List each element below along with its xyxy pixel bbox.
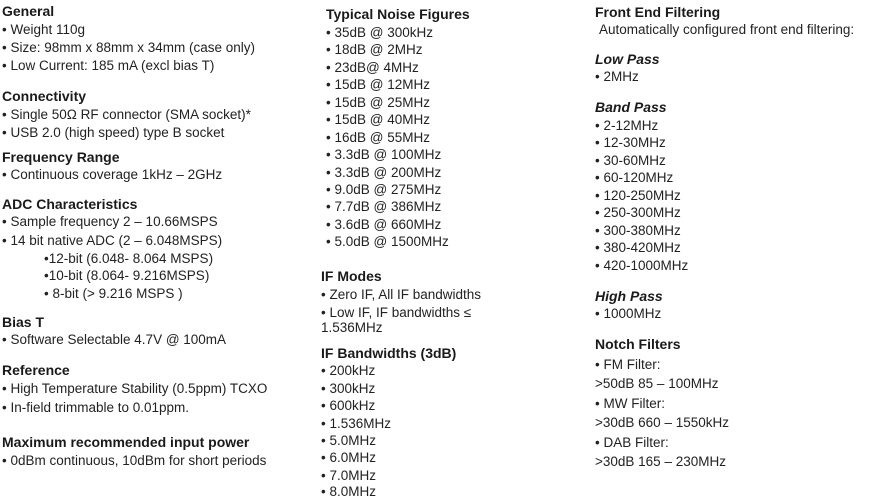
noise-item: • 15dB @ 12MHz xyxy=(326,77,430,92)
spec-subitem: • 8-bit (> 9.216 MSPS ) xyxy=(44,286,183,301)
filter-item: • 250-300MHz xyxy=(595,205,681,220)
noise-item: • 18dB @ 2MHz xyxy=(326,42,423,57)
heading-adc: ADC Characteristics xyxy=(2,196,138,212)
spec-item: • High Temperature Stability (0.5ppm) TCXO xyxy=(2,381,268,396)
if-mode-item: • Zero IF, All IF bandwidths xyxy=(321,287,482,302)
bandwidth-item: • 300kHz xyxy=(321,381,376,396)
spec-subitem: •10-bit (8.064- 9.216MSPS) xyxy=(44,268,210,283)
notch-item: • DAB Filter: xyxy=(595,435,669,450)
filter-item: • 2-12MHz xyxy=(595,118,659,133)
filter-item: • 60-120MHz xyxy=(595,170,674,185)
spec-item: • Software Selectable 4.7V @ 100mA xyxy=(2,332,227,347)
noise-item: • 35dB @ 300kHz xyxy=(326,25,433,40)
spec-item: • Continuous coverage 1kHz – 2GHz xyxy=(2,167,223,182)
heading-band-pass: Band Pass xyxy=(595,99,667,115)
noise-item: • 23dB@ 4MHz xyxy=(326,60,419,75)
bandwidth-item: • 1.536MHz xyxy=(321,416,392,431)
bandwidth-item: • 600kHz xyxy=(321,398,376,413)
spec-item: • Low Current: 185 mA (excl bias T) xyxy=(2,58,215,73)
notch-item: >30dB 660 – 1550kHz xyxy=(595,415,729,430)
heading-low-pass: Low Pass xyxy=(595,51,660,67)
spec-item: • Single 50Ω RF connector (SMA socket)* xyxy=(2,107,251,122)
heading-connectivity: Connectivity xyxy=(2,88,87,104)
noise-item: • 5.0dB @ 1500MHz xyxy=(326,234,449,249)
heading-frequency-range: Frequency Range xyxy=(2,149,120,165)
heading-reference: Reference xyxy=(2,362,70,378)
noise-item: • 7.7dB @ 386MHz xyxy=(326,199,442,214)
heading-general: General xyxy=(2,3,55,19)
noise-item: • 3.3dB @ 200MHz xyxy=(326,165,442,180)
noise-item: • 3.3dB @ 100MHz xyxy=(326,147,442,162)
heading-high-pass: High Pass xyxy=(595,288,663,304)
heading-if-modes: IF Modes xyxy=(321,268,382,284)
heading-notch-filters: Notch Filters xyxy=(595,336,681,352)
filter-item: • 12-30MHz xyxy=(595,135,666,150)
if-mode-item: • Low IF, IF bandwidths ≤ xyxy=(321,305,472,320)
noise-item: • 15dB @ 25MHz xyxy=(326,95,430,110)
if-mode-item: 1.536MHz xyxy=(321,320,383,335)
heading-max-input: Maximum recommended input power xyxy=(2,434,250,450)
notch-item: >50dB 85 – 100MHz xyxy=(595,376,719,391)
front-end-subtitle: Automatically configured front end filtering: xyxy=(599,22,855,37)
spec-item: • Weight 110g xyxy=(2,22,86,37)
bandwidth-item: • 8.0MHz xyxy=(321,484,376,499)
spec-item: • In-field trimmable to 0.01ppm. xyxy=(2,400,190,415)
noise-item: • 15dB @ 40MHz xyxy=(326,112,430,127)
filter-item: • 420-1000MHz xyxy=(595,258,689,273)
spec-subitem: •12-bit (6.048- 8.064 MSPS) xyxy=(44,251,214,266)
heading-if-bandwidths: IF Bandwidths (3dB) xyxy=(321,345,457,361)
spec-item: • USB 2.0 (high speed) type B socket xyxy=(2,125,225,140)
filter-item: • 30-60MHz xyxy=(595,153,666,168)
spec-item: • Sample frequency 2 – 10.66MSPS xyxy=(2,214,218,229)
filter-item: • 2MHz xyxy=(595,69,639,84)
filter-item: • 300-380MHz xyxy=(595,223,681,238)
bandwidth-item: • 7.0MHz xyxy=(321,468,376,483)
filter-item: • 1000MHz xyxy=(595,306,662,321)
filter-item: • 380-420MHz xyxy=(595,240,681,255)
spec-item: • Size: 98mm x 88mm x 34mm (case only) xyxy=(2,40,256,55)
heading-front-end-filtering: Front End Filtering xyxy=(595,4,721,20)
heading-bias-t: Bias T xyxy=(2,314,45,330)
heading-noise-figures: Typical Noise Figures xyxy=(326,6,470,22)
bandwidth-item: • 6.0MHz xyxy=(321,450,376,465)
spec-item: • 0dBm continuous, 10dBm for short periods xyxy=(2,453,267,468)
bandwidth-item: • 200kHz xyxy=(321,363,376,378)
notch-item: >30dB 165 – 230MHz xyxy=(595,454,726,469)
noise-item: • 9.0dB @ 275MHz xyxy=(326,182,442,197)
notch-item: • FM Filter: xyxy=(595,357,661,372)
noise-item: • 3.6dB @ 660MHz xyxy=(326,217,442,232)
noise-item: • 16dB @ 55MHz xyxy=(326,130,430,145)
spec-item: • 14 bit native ADC (2 – 6.048MSPS) xyxy=(2,233,223,248)
bandwidth-item: • 5.0MHz xyxy=(321,433,376,448)
filter-item: • 120-250MHz xyxy=(595,188,681,203)
notch-item: • MW Filter: xyxy=(595,396,665,411)
